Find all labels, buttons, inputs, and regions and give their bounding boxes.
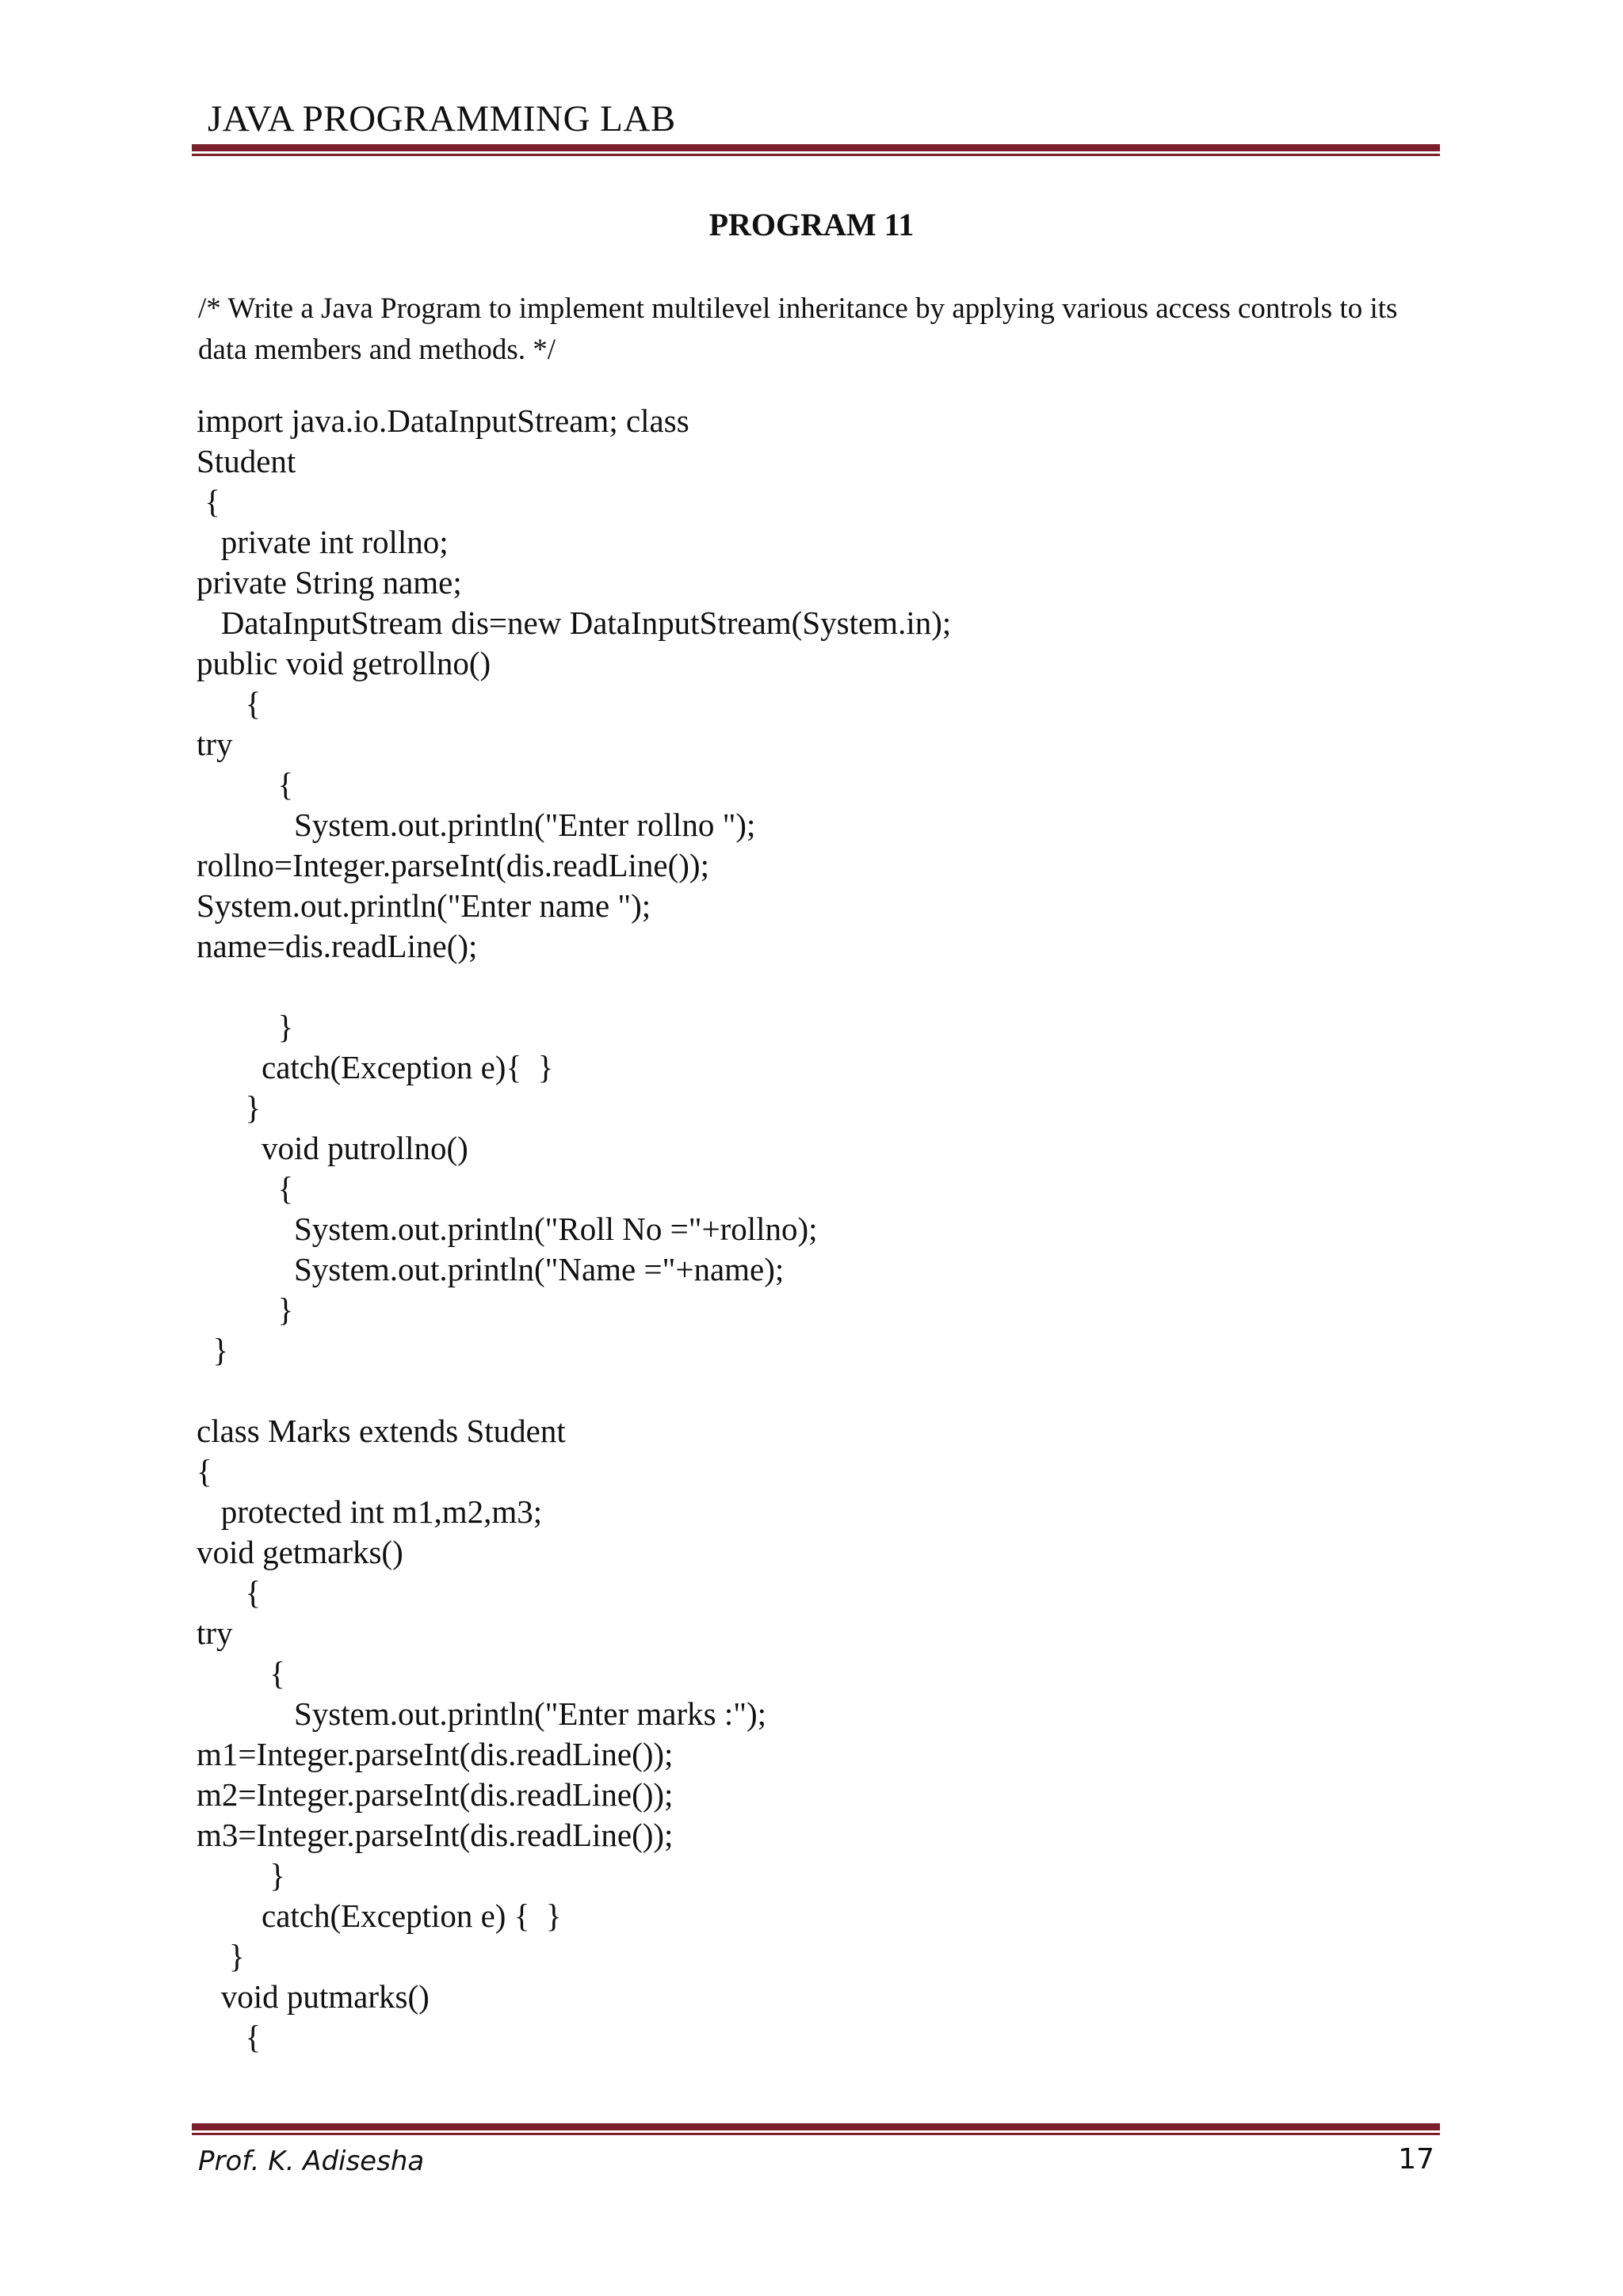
code-line: {	[197, 766, 294, 803]
code-line: private int rollno;	[197, 524, 449, 560]
footer-rule	[192, 2123, 1440, 2135]
code-line: {	[197, 1574, 262, 1611]
code-line: try	[197, 726, 233, 762]
code-line: }	[197, 1089, 262, 1126]
code-line: class Marks extends Student	[197, 1413, 566, 1449]
code-line: System.out.println("Enter rollno ");	[197, 807, 756, 843]
page-number: 17	[1398, 2143, 1434, 2176]
code-line: try	[197, 1615, 233, 1651]
code-line: }	[197, 1009, 294, 1045]
code-line: }	[197, 1332, 229, 1368]
code-line: m1=Integer.parseInt(dis.readLine());	[197, 1736, 674, 1772]
code-line: }	[197, 1291, 294, 1328]
code-line: m2=Integer.parseInt(dis.readLine());	[197, 1776, 674, 1813]
code-listing	[197, 401, 951, 2058]
code-line: {	[197, 1655, 285, 1691]
code-line: void putmarks()	[197, 1978, 430, 2015]
code-line: m3=Integer.parseInt(dis.readLine());	[197, 1817, 674, 1853]
code-line: name=dis.readLine();	[197, 928, 478, 964]
code-line: System.out.println("Enter name ");	[197, 887, 651, 924]
code-line: System.out.println("Enter marks :");	[197, 1695, 767, 1732]
code-line: void getmarks()	[197, 1534, 403, 1570]
code-line	[197, 1371, 951, 1411]
code-line: rollno=Integer.parseInt(dis.readLine());	[197, 847, 709, 883]
code-line: {	[197, 1170, 294, 1207]
code-line: {	[197, 2019, 262, 2055]
header-rule	[192, 144, 1440, 156]
footer-author: Prof. K. Adisesha	[198, 2145, 425, 2177]
running-header-title: JAVA PROGRAMMING LAB	[208, 98, 676, 139]
code-line: System.out.println("Name ="+name);	[197, 1251, 785, 1287]
code-line: System.out.println("Roll No ="+rollno);	[197, 1211, 818, 1247]
code-line: catch(Exception e){ }	[197, 1049, 554, 1085]
code-line: import java.io.DataInputStream; class	[197, 402, 689, 439]
code-line: DataInputStream dis=new DataInputStream(System.in);	[197, 605, 952, 641]
code-line: protected int m1,m2,m3;	[197, 1493, 543, 1530]
code-line: }	[197, 1938, 245, 1974]
program-description: /* Write a Java Program to implement multilevel inheritance by applying various access controls to its data members and methods. */	[198, 292, 1398, 366]
code-line: {	[197, 685, 262, 722]
program-title-text: PROGRAM 11	[708, 207, 915, 242]
code-line: private String name;	[197, 564, 462, 601]
program-title	[0, 204, 1623, 246]
code-line: }	[197, 1857, 285, 1894]
code-line	[197, 967, 951, 1007]
code-line: Student	[197, 443, 296, 479]
code-line: public void getrollno()	[197, 645, 491, 681]
code-line: {	[197, 1453, 212, 1489]
code-line: catch(Exception e) { }	[197, 1897, 562, 1934]
code-line: void putrollno()	[197, 1130, 468, 1166]
code-line: {	[197, 483, 220, 520]
